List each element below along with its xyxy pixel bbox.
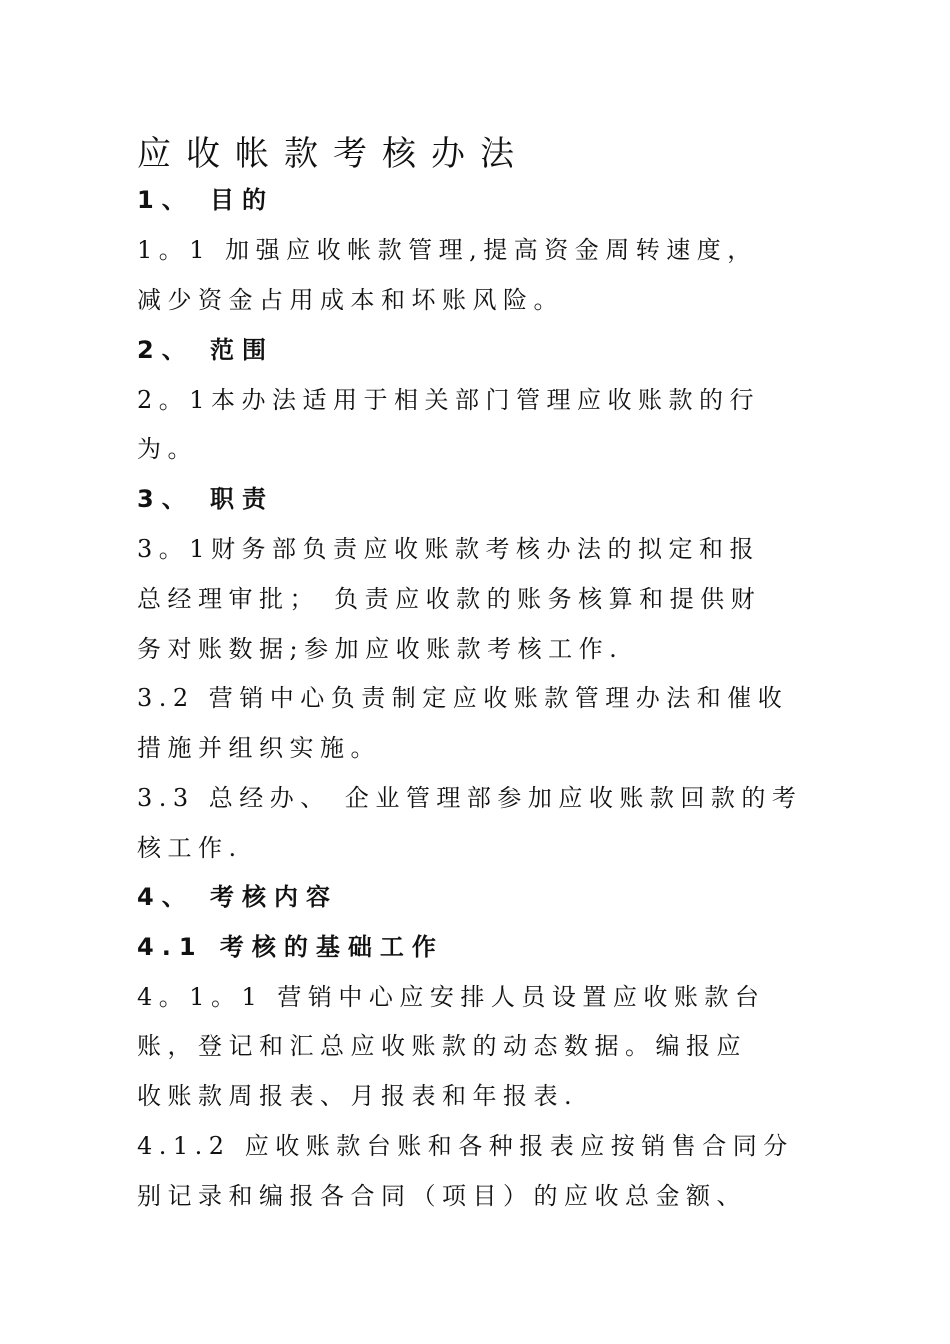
body-line: 3。1财务部负责应收账款考核办法的拟定和报 [137,535,761,563]
subsection-heading: 4.1 考核的基础工作 [137,933,444,961]
body-line: 务对账数据;参加应收账款考核工作. [137,635,624,663]
body-line: 账，登记和汇总应收账款的动态数据。编报应 [137,1032,747,1060]
body-line: 减少资金占用成本和坏账风险。 [137,286,564,314]
section-heading: 4、 考核内容 [137,883,339,911]
body-line: 3.3 总经办、 企业管理部参加应收账款回款的考 [137,784,803,812]
body-line: 4。1。1 营销中心应安排人员设置应收账款台 [137,983,766,1011]
section-heading: 2、 范围 [137,336,275,364]
body-line: 1。1 加强应收帐款管理,提高资金周转速度， [137,236,758,264]
body-line: 3.2 营销中心负责制定应收账款管理办法和催收 [137,684,789,712]
section-heading: 3、 职责 [137,485,275,513]
body-line: 核工作. [137,834,243,862]
section-heading: 1、 目的 [137,186,275,214]
document-title: 应收帐款考核办法 [137,134,529,174]
body-line: 2。1本办法适用于相关部门管理应收账款的行 [137,386,761,414]
body-line: 为。 [137,435,198,463]
body-line: 收账款周报表、月报表和年报表. [137,1082,579,1110]
body-line: 别记录和编报各合同（项目）的应收总金额、 [137,1182,747,1210]
body-line: 措施并组织实施。 [137,734,381,762]
body-line: 总经理审批； 负责应收款的账务核算和提供财 [137,585,762,613]
body-line: 4.1.2 应收账款台账和各种报表应按销售合同分 [137,1132,794,1160]
